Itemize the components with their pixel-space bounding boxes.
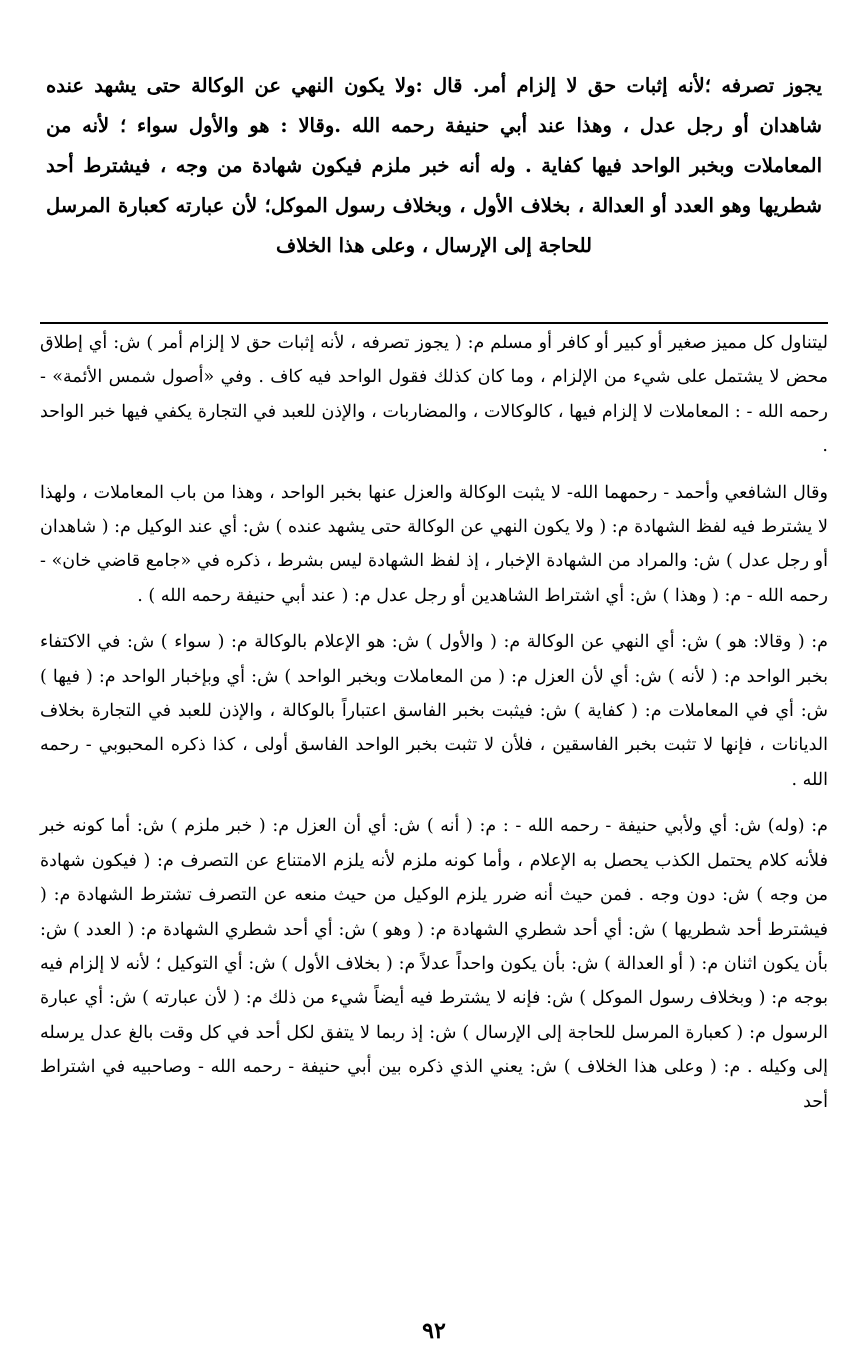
commentary-paragraph: وقال الشافعي وأحمد - رحمهما الله- لا يثبت الوكالة والعزل عنها بخبر الواحد ، وهذا من باب المعاملات ، ولهذا لا يشترط فيه لفظ الشهادة م: ( ولا يكون النهي عن الوكالة حتى يشهد عنده ) ش: أي عند الوكيل م: ( شاهدان أو رجل عدل ) ش: والمراد من الشهادة الإخبار ، إذ لفظ الشهادة ليس بشرط ، ذكره في «جامع قاضي خان» - رحمه الله - م: ( وهذا ) ش: أي اشتراط الشاهدين أو رجل عدل م: ( عند أبي حنيفة رحمه الله ) . [40, 482, 828, 606]
main-text: يجوز تصرفه ؛لأنه إثبات حق لا إلزام أمر. قال :ولا يكون النهي عن الوكالة حتى يشهد عنده شاهدان أو رجل عدل ، وهذا عند أبي حنيفة رحمه الله .وقالا : هو والأول سواء ؛ لأنه من المعاملات وبخبر الواحد فيها كفاية . وله أنه خبر ملزم فيكون شهادة من وجه ، فيشترط أحد شطريها وهو العدد أو العدالة ، بخلاف الأول ، وبخلاف رسول الموكل؛ لأن عبارته كعبارة المرسل للحاجة إلى الإرسال ، وعلى هذا الخلاف [46, 74, 822, 257]
commentary [40, 326, 828, 1131]
commentary-paragraph: ليتناول كل مميز صغير أو كبير أو كافر أو مسلم م: ( يجوز تصرفه ، لأنه إثبات حق لا إلزام أمر ) ش: أي إطلاق محض لا يشتمل على شيء من الإلزام ، وما كان كذلك فقول الواحد فيه كاف . وفي «أصول شمس الأئمة» - رحمه الله - : المعاملات لا إلزام فيها ، كالوكالات ، والمضاربات ، والإذن للعبد في التجارة يكفي فيها خبر الواحد . [40, 333, 828, 457]
page-number: ٩٢ [422, 1318, 446, 1344]
commentary-paragraph: م: ( وقالا: هو ) ش: أي النهي عن الوكالة م: ( والأول ) ش: هو الإعلام بالوكالة م: ( سواء ) ش: في الاكتفاء بخبر الواحد م: ( لأنه ) ش: أي لأن العزل م: ( من المعاملات وبخبر الواحد ) ش: أي وبإخبار الواحد م: ( فيها ) ش: أي في المعاملات م: ( كفاية ) ش: فيثبت بخبر الفاسق اعتباراً بالوكالة ، والإذن للعبد في التجارة بخلاف الديانات ، فإنها لا تثبت بخبر الفاسقين ، فلأن لا تثبت بخبر الواحد الفاسق أولى ، كذا ذكره المحبوبي - رحمه الله . [40, 632, 828, 790]
separator-line [40, 322, 828, 324]
commentary-paragraph: م: (وله) ش: أي ولأبي حنيفة - رحمه الله - : م: ( أنه ) ش: أي أن العزل م: ( خبر ملزم ) ش: أما كونه خبر فلأنه كلام يحتمل الكذب يحصل به الإعلام ، وأما كونه ملزم لأنه يلزم الامتناع عن التصرف م: ( فيكون شهادة من وجه ) ش: دون وجه . فمن حيث أنه ضرر يلزم الوكيل من حيث منعه عن التصرف تشترط الشهادة م: ( فيشترط أحد شطريها ) ش: أي أحد شطري الشهادة م: ( وهو ) ش: أي أحد شطري الشهادة م: ( العدد ) ش: بأن يكون اثنان م: ( أو العدالة ) ش: بأن يكون واحداً عدلاً م: ( بخلاف الأول ) ش: أي التوكيل ؛ لأنه لا إلزام فيه بوجه م: ( وبخلاف رسول الموكل ) ش: فإنه لا يشترط فيه أيضاً شيء من ذلك م: ( لأن عبارته ) ش: أي عبارة الرسول م: ( كعبارة المرسل للحاجة إلى الإرسال ) ش: إذ ربما لا يتفق لكل أحد في كل وقت بالغ عدل يرسله إلى وكيله . م: ( وعلى هذا الخلاف ) ش: يعني الذي ذكره بين أبي حنيفة - رحمه الله - وصاحبيه في اشتراط أحد [40, 816, 828, 1112]
